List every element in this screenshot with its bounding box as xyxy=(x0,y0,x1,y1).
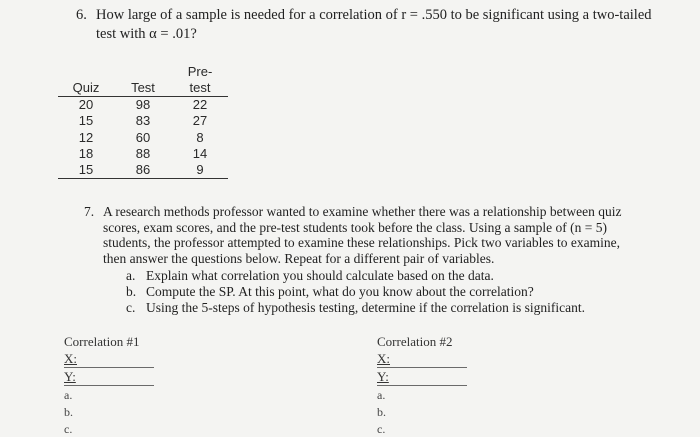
table-cell: 14 xyxy=(192,146,208,162)
subitem-c xyxy=(126,300,585,316)
question-7-line: then answer the questions below. Repeat for a different pair of variables. xyxy=(103,250,495,266)
question-6-text-line-1: How large of a sample is needed for a correlation of r = .550 to be significant using a two-tailed xyxy=(96,7,652,23)
table-cell: 18 xyxy=(78,146,94,162)
table-row xyxy=(58,130,228,146)
question-7-number: 7. xyxy=(84,204,95,219)
table-cell: 20 xyxy=(78,97,94,113)
header-pretest: test xyxy=(172,80,228,97)
table-row xyxy=(58,97,228,114)
header-test: Test xyxy=(114,80,172,97)
correlation-2-answer-b: b. xyxy=(377,405,386,419)
correlation-1-answer-a: a. xyxy=(64,388,73,402)
correlation-1-x-field[interactable] xyxy=(64,351,154,368)
header-top-cell xyxy=(58,64,114,80)
table-cell: 27 xyxy=(192,113,208,129)
correlation-1-title: Correlation #1 xyxy=(64,334,140,349)
question-6-text-line-2: test with α = .01? xyxy=(96,26,197,42)
table-cell: 9 xyxy=(172,162,228,179)
subitem-text: Explain what correlation you should calculate based on the data. xyxy=(146,268,494,283)
subitem-b xyxy=(126,284,534,300)
table-row xyxy=(58,146,228,162)
header-quiz: Quiz xyxy=(58,80,114,97)
question-7-text xyxy=(103,204,663,266)
correlation-1-answer-b: b. xyxy=(64,405,73,419)
correlation-2-answer-a: a. xyxy=(377,388,386,402)
table-cell: 83 xyxy=(135,113,151,129)
correlation-2-title: Correlation #2 xyxy=(377,334,453,349)
table-cell: 98 xyxy=(135,97,151,113)
table-header-top-row xyxy=(58,64,228,80)
table-cell: 86 xyxy=(114,162,172,179)
question-6-number: 6. xyxy=(76,7,87,23)
question-7-line: scores, exam scores, and the pre-test students took before the class. Using a sample of (n = 5) xyxy=(103,219,607,235)
question-7-line: A research methods professor wanted to examine whether there was a relationship between quiz xyxy=(103,204,622,219)
table-cell: 8 xyxy=(196,129,204,145)
subitem-letter: a. xyxy=(126,268,136,283)
question-7-line: students, the professor attempted to examine these relationships. Pick two variables to examine, xyxy=(103,235,620,250)
table-cell: 60 xyxy=(135,129,151,145)
correlation-2-answer-c: c. xyxy=(377,422,386,436)
table-row xyxy=(58,113,228,129)
x-label: X: xyxy=(377,351,390,366)
subitem-letter: b. xyxy=(126,284,137,299)
y-label: Y: xyxy=(64,369,76,384)
correlation-1-y-field[interactable] xyxy=(64,369,154,386)
correlation-2-block xyxy=(377,334,467,437)
correlation-1-answer-c: c. xyxy=(64,422,73,436)
subitem-a xyxy=(126,268,494,284)
table-header-row xyxy=(58,80,228,97)
subitem-letter: c. xyxy=(126,300,136,315)
y-label: Y: xyxy=(377,369,389,384)
correlation-2-y-field[interactable] xyxy=(377,369,467,386)
table-cell: 22 xyxy=(192,97,208,113)
table-cell: 88 xyxy=(135,146,151,162)
table-cell: 12 xyxy=(78,129,94,145)
table-row xyxy=(58,162,228,179)
table-cell: 15 xyxy=(78,113,94,129)
data-table xyxy=(58,64,228,179)
x-label: X: xyxy=(64,351,77,366)
subitem-text: Using the 5-steps of hypothesis testing, determine if the correlation is significant. xyxy=(146,300,586,315)
correlation-1-block xyxy=(64,334,154,437)
subitem-text: Compute the SP. At this point, what do you know about the correlation? xyxy=(146,284,534,299)
header-top-cell: Pre- xyxy=(187,64,213,79)
header-top-cell xyxy=(114,64,172,80)
table-cell: 15 xyxy=(58,162,114,179)
correlation-2-x-field[interactable] xyxy=(377,351,467,368)
